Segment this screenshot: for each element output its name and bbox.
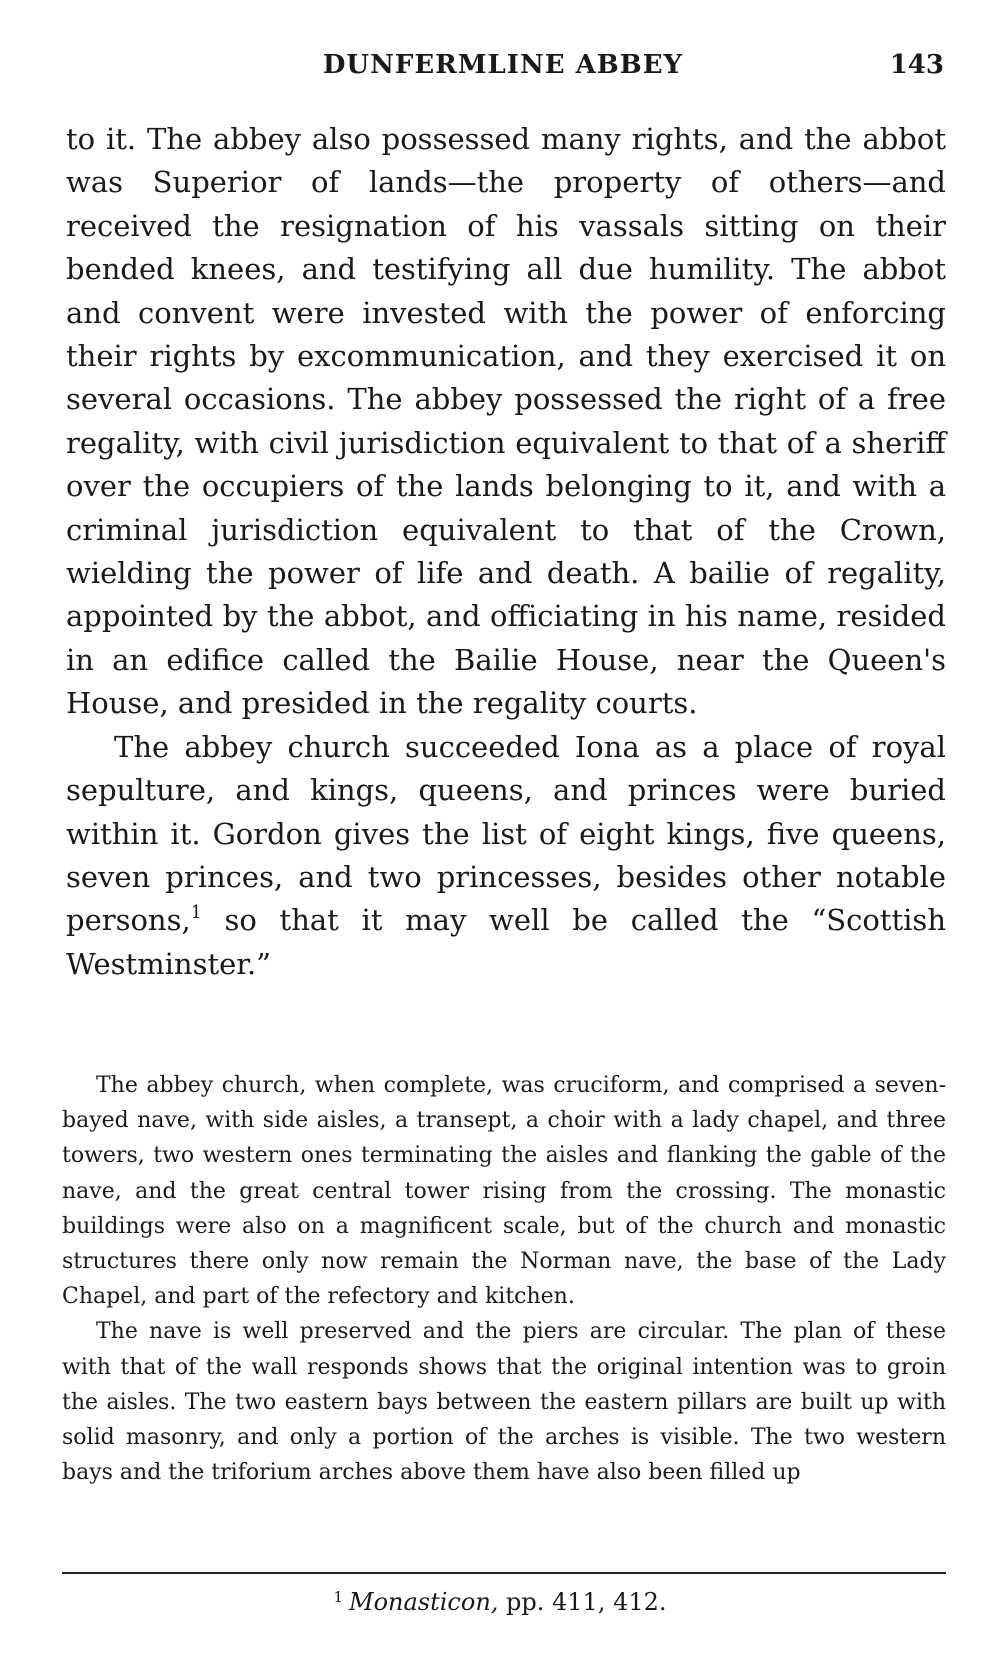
running-title: DUNFERMLINE ABBEY — [322, 50, 684, 80]
page-number: 143 — [889, 50, 944, 80]
small-paragraph-2: The nave is well preserved and the piers are circular. The plan of these with that of the wall responds shows that the original intention was to groin the aisles. The two eastern bays between the eastern pillars are built up with solid masonry, and only a portion of the arches is visible. The two western bays and the triforium arches above them have also been filled up — [62, 1319, 946, 1486]
main-paragraph-2-text-a: The abbey church succeeded Iona as a place of royal sepulture, and kings, queens, and princes were buried within it. Gordon gives the list of eight kings, five queens, seven princes, and two princesses, besides other notable persons, — [66, 729, 946, 938]
main-paragraph-2-text-b: so that it may well be called the “Scottish Westminster.” — [66, 903, 946, 981]
footnote-rule — [62, 1572, 946, 1574]
main-paragraph-2 — [66, 726, 946, 986]
footnote-reference: 1 — [190, 903, 202, 924]
running-head — [62, 50, 944, 90]
footnote — [0, 1588, 1000, 1616]
footnote-mark: 1 — [333, 1588, 343, 1606]
small-paragraph-1: The abbey church, when complete, was cruciform, and comprised a seven-bayed nave, with side aisles, a transept, a choir with a lady chapel, and three towers, two western ones terminating the aisles and flanking the gable of the nave, and the great central tower rising from the crossing. The monastic buildings were also on a magnificent scale, but of the church and monastic structures there only now remain the Norman nave, the base of the Lady Chapel, and part of the refectory and kitchen. — [62, 1073, 946, 1310]
main-text — [66, 118, 946, 986]
footnote-pages: pp. 411, 412. — [498, 1588, 667, 1616]
footnote-source-title: Monasticon, — [349, 1588, 499, 1616]
main-paragraph-1: to it. The abbey also possessed many rights, and the abbot was Superior of lands—the property of others—and received the resignation of his vassals sitting on their bended knees, and testifying all due humility. The abbot and convent were invested with the power of enforcing their rights by excommunication, and they exercised it on several occasions. The abbey possessed the right of a free regality, with civil jurisdiction equivalent to that of a sheriff over the occupiers of the lands belonging to it, and with a criminal jurisdiction equivalent to that of the Crown, wielding the power of life and death. A bailie of regality, appointed by the abbot, and officiating in his name, resided in an edifice called the Bailie House, near the Queen's House, and presided in the regality courts. — [66, 122, 946, 721]
small-print-section — [62, 1068, 946, 1490]
